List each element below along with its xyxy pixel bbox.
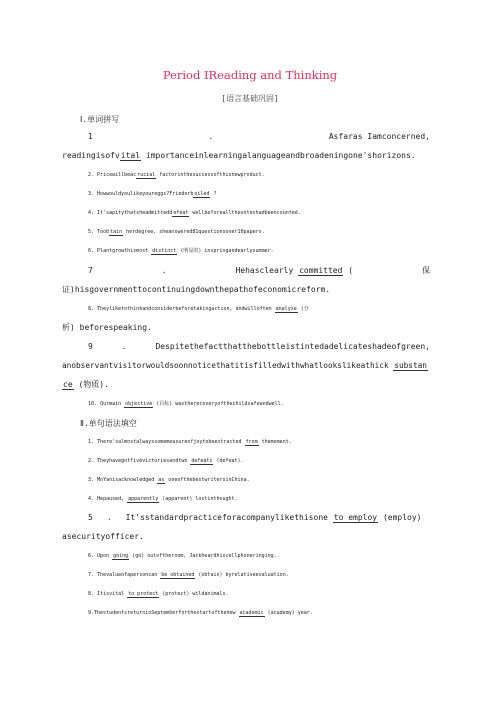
answer-blank: apparently — [128, 496, 159, 502]
item-text: Theyhavegotfivevictoriesandtwo — [97, 458, 191, 464]
exercise-item: 2. Pricewillbeacrucial factorinthesuccessofthisnewproduct. — [88, 172, 265, 178]
exercise-item: 8. Itisvital to protect (protect) wildanimals. — [88, 591, 229, 597]
item-text: Toob — [97, 229, 110, 235]
item-text: (go) outoftheroom, Jackheardhiscellphoneringing. — [129, 553, 277, 559]
item-text: ThestudentsreturninSeptemberforthestartofthenew — [94, 610, 239, 616]
section-2-heading: Ⅱ.单句语法填空 — [80, 419, 137, 428]
answer-blank: efeat — [173, 210, 189, 216]
item-text: There'salmostalwayssomemeasureofjoytobeextracted — [97, 439, 245, 445]
exercise-item: 6. Upon going (go) outoftheroom, Jackheardhiscellphoneringing. — [88, 553, 277, 559]
item-text: factorinthesuccessofthisnewproduct. — [156, 172, 265, 178]
item-text: Hehasclearly — [235, 266, 299, 275]
item-text: Howwouldyoulikeyoureggs?Friedorb — [97, 191, 194, 197]
item-text: 2 — [88, 458, 92, 464]
exercise-item: 3. Howwouldyoulikeyoureggs?Friedorboiled ? — [88, 191, 217, 197]
answer-blank: from — [245, 439, 258, 445]
exercise-item — [88, 342, 430, 352]
item-text: 保 — [422, 266, 430, 275]
item-text: It'sstandardpracticeforacompanylikethisone — [125, 513, 333, 522]
exercise-item: 1. There'salmostalwayssomemeasureofjoytobeextracted from themoment. — [88, 439, 292, 445]
exercise-item: 5. Toobtain herdegree, sheanswered81questionsover10papers. — [88, 229, 265, 235]
exercise-item-continued — [62, 361, 430, 371]
exercise-item: 4. Hepaused, apparently (apparent) lostinthought. — [88, 496, 238, 502]
item-text: 1 — [88, 439, 92, 445]
answer-blank: to employ — [333, 513, 378, 522]
exercise-item — [88, 513, 430, 523]
item-text: Ourmain — [100, 401, 125, 407]
item-text: wellbeforeallthevoteshadbeencounted. — [189, 210, 301, 216]
item-text: (protect) wildanimals. — [159, 591, 229, 597]
item-text: 5 — [88, 229, 92, 235]
item-text: 3 — [88, 191, 92, 197]
section-tag: [语言基础巩固] — [221, 94, 279, 103]
exercise-item: 3. MoYanisacknowledged as oneofthebestwritersinChina. — [88, 477, 250, 483]
exercise-item: 4. It'sapitythatsheadmitteddefeat wellbeforeallthevoteshadbeencounted. — [88, 210, 301, 216]
item-text: Itisvital — [97, 591, 128, 597]
item-text: (academy) year. — [264, 610, 313, 616]
answer-blank: ce — [63, 380, 73, 389]
answer-blank: substan — [394, 361, 427, 370]
answer-blank: academic — [239, 610, 264, 616]
page-title: Period ⅠReading and Thinking — [162, 68, 338, 82]
item-text: Upon — [97, 553, 113, 559]
item-text: readingisofv — [62, 151, 120, 160]
answer-blank: as — [158, 477, 165, 483]
item-text: Theyliketothinkandconsiderbeforetakingaction, andwilloften — [97, 306, 275, 312]
item-text: 9 — [88, 610, 92, 616]
item-text: herdegree, sheanswered81questionsover10papers. — [123, 229, 265, 235]
exercise-item: 2. Theyhavegotfivevictoriesandtwo defeats (defeat). — [88, 458, 244, 464]
item-text: ( — [343, 266, 354, 275]
item-text: Despitethefactthatthebottleistintedadelicateshadeofgreen, — [155, 342, 430, 351]
item-text: 9 — [88, 342, 93, 351]
item-text: Pricewillbeac — [97, 172, 137, 178]
exercise-item-continued — [62, 151, 430, 161]
section-1-heading: Ⅰ.单词拼写 — [80, 115, 120, 124]
item-text: 5 — [88, 513, 93, 522]
item-number: 1 — [88, 132, 93, 141]
answer-blank: objective — [125, 401, 153, 407]
item-text: 8 — [88, 306, 92, 312]
item-text: 6 — [88, 248, 92, 254]
answer-blank: rucial — [137, 172, 156, 178]
item-text: (明显的) inspringandearlysummer. — [177, 248, 274, 254]
item-text: themoment. — [258, 439, 292, 445]
exercise-item: 7. Thevalueofapersoncan be obtained (obtain) byrelativeevaluation. — [88, 572, 289, 578]
item-text: 10 — [88, 401, 95, 407]
item-text: 4 — [88, 210, 92, 216]
item-text: anobservantvisitorwouldsoonnoticethatitisfilledwithwhatlookslikeathick — [62, 361, 394, 370]
item-text: (分 — [297, 306, 309, 312]
exercise-item: 8. Theyliketothinkandconsiderbeforetakingaction, andwilloften analyse (分 — [88, 306, 309, 312]
item-text: 3 — [88, 477, 92, 483]
answer-blank: oiled — [194, 191, 210, 197]
item-text: Plantgrowthismost — [97, 248, 152, 254]
item-text: (apparent) lostinthought. — [159, 496, 238, 502]
exercise-item: 9.ThestudentsreturninSeptemberforthestartofthenew academic (academy) year. — [88, 610, 313, 616]
item-text: 7 — [88, 266, 93, 275]
answer-blank: to protect — [128, 591, 159, 597]
answer-blank: distinct — [152, 248, 177, 254]
item-text: Hepaused, — [97, 496, 128, 502]
answer-blank: analyse — [275, 306, 297, 312]
item-text: oneofthebestwritersinChina. — [165, 477, 250, 483]
answer-blank: ital — [120, 151, 141, 160]
answer-blank: going — [113, 553, 129, 559]
item-text: MoYanisacknowledged — [97, 477, 158, 483]
item-text: (obtain) byrelativeevaluation. — [195, 572, 289, 578]
item-text: 2 — [88, 172, 92, 178]
answer-blank: tain — [110, 229, 123, 235]
item-text: (目标) wastherecoveryofthechildsafeandwell. — [153, 401, 284, 407]
item-text: (defeat). — [213, 458, 244, 464]
exercise-item — [88, 266, 430, 276]
item-text: 6 — [88, 553, 92, 559]
item-text: (employ) — [378, 513, 422, 522]
answer-blank: committed — [299, 266, 343, 275]
answer-blank: be obtained — [161, 572, 195, 578]
exercise-item: 10. Ourmain objective (目标) wastherecoveryofthechildsafeandwell. — [88, 401, 284, 407]
exercise-item — [88, 132, 430, 142]
item-text: It'sapitythatsheadmittedd — [97, 210, 173, 216]
exercise-item-continued: 证)hisgovernmenttocontinuingdownthepathofeconomicreform. — [62, 285, 331, 294]
item-text: ? — [210, 191, 217, 197]
item-text: Asfaras Iamconcerned, — [328, 132, 430, 141]
exercise-item-continued — [62, 380, 430, 390]
item-text: 8 — [88, 591, 92, 597]
item-text: . — [161, 266, 167, 275]
exercise-item-continued: asecurityofficer. — [62, 532, 144, 541]
exercise-item: 6. Plantgrowthismost distinct (明显的) inspringandearlysummer. — [88, 248, 274, 254]
item-text: 4 — [88, 496, 92, 502]
answer-blank: defeats — [191, 458, 213, 464]
item-text: Thevalueofapersoncan — [97, 572, 161, 578]
item-separator: . — [208, 132, 214, 141]
item-text: (物质). — [73, 380, 109, 389]
exercise-item-continued: 析) beforespeaking. — [62, 323, 152, 332]
item-text: importanceinlearningalanguageandbroadeningone'shorizons. — [141, 151, 416, 160]
item-text: . — [106, 513, 112, 522]
item-text: 7 — [88, 572, 92, 578]
item-text: . — [121, 342, 127, 351]
